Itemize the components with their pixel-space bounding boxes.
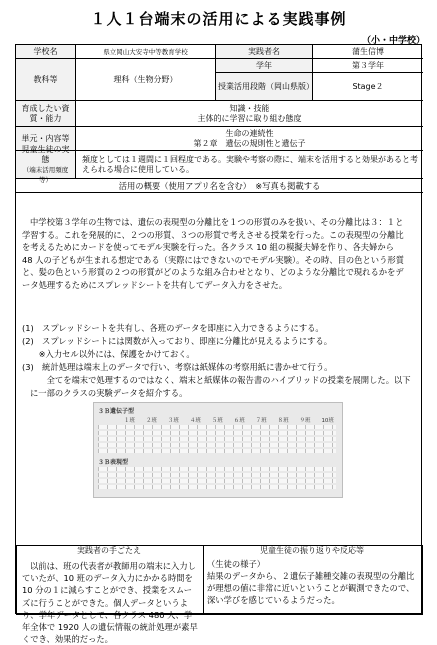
overview-item-5: 全てを端末で処理するのではなく、端末と紙媒体の報告書のハイブリッドの授業を展開した。以下に一部のクラスの実験データを紹介する。: [30, 375, 411, 398]
stage-label: 授業活用段階（岡山県版）: [216, 73, 313, 101]
group-2: ２班: [145, 418, 157, 424]
usage-sublabel: （端末活用頻度等）: [22, 165, 69, 184]
overview-item-4: (3) 統計処理は端末上のデータで行い、考察は紙媒体の考察用紙に書かせて行う。: [22, 362, 333, 372]
group-5: ５班: [211, 418, 223, 424]
group-4: ４班: [189, 418, 201, 424]
ability-line-2: 主体的に学習に取り組む態度: [197, 113, 302, 123]
genotype-row: [98, 437, 336, 441]
overview-heading: 活用の概要（使用アプリ名を含む） ※写真も掲載する: [16, 179, 423, 193]
ability-value: [76, 101, 423, 127]
grade-value: 第３学年: [313, 59, 423, 73]
student-heading: 児童生徒の振り返りや反応等: [260, 546, 364, 555]
phenotype-label: ３Ｂ表現型: [98, 459, 129, 466]
unit-line-2: 第２章 遺伝の規則性と遺伝子: [193, 138, 306, 148]
phenotype-row: [98, 467, 336, 471]
usage-label-cell: [16, 144, 76, 184]
genotype-row: [98, 425, 336, 429]
usage-text: 頻度としては１週間に１回程度である。実験や考察の際に、端末を活用すると効果があると考えられる場合に使用している。: [76, 151, 423, 179]
overview-item-2: (2) スプレッドシートには関数が入っており、即座に分離比が見えるようにする。: [22, 336, 333, 346]
stage-value: Stage２: [313, 73, 423, 101]
group-1: １班: [124, 418, 136, 424]
phenotype-row: [98, 485, 336, 489]
unit-label: 単元・内容等: [16, 127, 76, 151]
usage-label: 児童生徒の実態: [21, 144, 70, 164]
ability-line-1: 知識・技能: [229, 103, 270, 113]
overview-body: 中学校第３学年の生物では、遺伝の表現型の分離比を１つの形質のみを扱い、その分離比は３：１と学習する。これを発展的に、２つの形質、３つの形質で考えさせる授業を行った。この表現型の分離比を考えるためにカードを使ってモデル実験を行った。各クラス 10 組の模擬夫婦を作り、各夫婦から 48 人の子どもが生まれる想定である（実際にはできないのでモデル実験）。その時、目の色という形質と、髪の色という形質の２つの形質がどのような組み合わせとなり、どのような分離比で現れるかをデータ処理するためにスプレッドシートを共有してデータ入力をさせた。: [22, 217, 404, 290]
group-8: ８班: [277, 418, 289, 424]
unit-line-1: 生命の連続性: [225, 128, 274, 138]
school-value: 県立岡山大安寺中等教育学校: [76, 45, 216, 59]
overview-item-3: ※入力セル以外には、保護をかけておく。: [22, 349, 195, 359]
group-10: 10班: [321, 418, 334, 424]
grade-label: 学年: [216, 59, 313, 73]
group-headers: [124, 416, 334, 424]
genotype-row: [98, 431, 336, 435]
document-title: １人１台端末の活用による実践事例: [90, 10, 347, 28]
student-sub-label: （生徒の様子）: [207, 559, 266, 569]
author-label: 実践者名: [216, 45, 313, 59]
author-value: 蒲生信博: [313, 45, 423, 59]
spreadsheet-image: [93, 402, 343, 498]
genotype-label: ３Ｂ遺伝子型: [98, 408, 135, 415]
group-7: ７班: [255, 418, 267, 424]
document-subtitle: （小・中学校）: [361, 36, 425, 46]
group-9: ９班: [299, 418, 311, 424]
genotype-row: [98, 443, 336, 447]
school-label: 学校名: [16, 45, 76, 59]
teacher-heading: 実践者の手ごたえ: [77, 546, 141, 555]
teacher-text: 以前は、班の代表者が教師用の端末に入力していたが、10 班のデータ入力にかかる時間を 10 分の１に減らすことができ、授業をスムーズに行うことができた。個人データというより、学年データとして、各クラス 480 人、学年全体で 1920 人の遺伝情報の統計処理が素早くでき、効果的だった。: [22, 561, 198, 645]
group-3: ３班: [167, 418, 179, 424]
student-text: 結果のデータから、２遺伝子雑種交雑の表現型の分離比が理想の値に非常に近いということが観測できたので、深い学びを感じているようだった。: [207, 571, 415, 606]
phenotype-row: [98, 479, 336, 483]
subject-label: 教科等: [16, 59, 76, 101]
phenotype-row: [98, 473, 336, 477]
group-6: ６班: [233, 418, 245, 424]
ability-label: 育成したい資質・能力: [16, 101, 76, 127]
unit-value: [76, 127, 423, 151]
subject-value: 理科（生物分野）: [76, 59, 216, 101]
overview-item-1: (1) スプレッドシートを共有し、各班のデータを即座に入力できるようにする。: [22, 323, 324, 333]
genotype-row: [98, 449, 336, 453]
